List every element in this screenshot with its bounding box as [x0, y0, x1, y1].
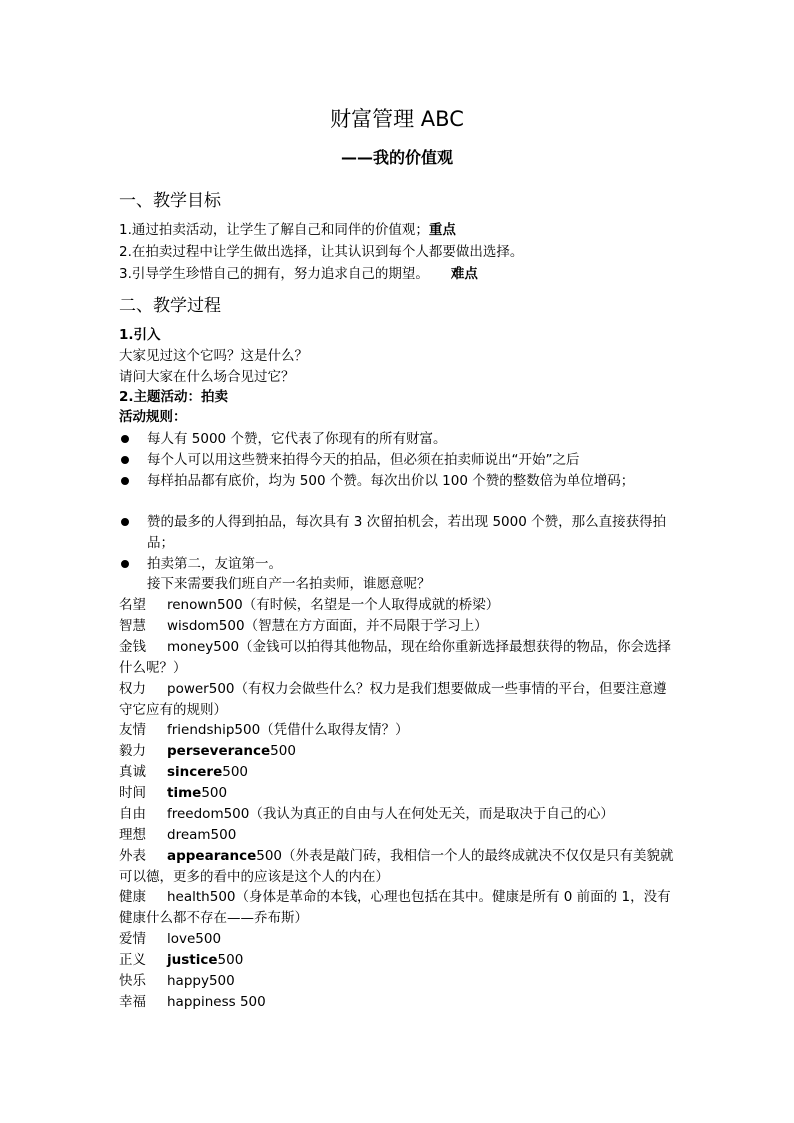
auction-item: 爱情 love500 — [119, 931, 222, 947]
bullet-icon — [119, 512, 135, 533]
section-heading-goals: 一、教学目标 — [119, 191, 221, 211]
doc-title: 财富管理 ABC — [330, 107, 464, 131]
bullet-icon — [119, 429, 135, 450]
auction-item: 健康 health500（身体是革命的本钱，心理也包括在其中。健康是所有 0 前面的 1，没有健康什么都不存在——乔布斯） — [119, 889, 671, 926]
auction-item: 正义 justice500 — [119, 952, 244, 968]
intro-line: 请问大家在什么场合见过它？ — [119, 369, 295, 385]
rule-item: 每个人可以用这些赞来拍得今天的拍品，但必须在拍卖师说出“开始”之后 — [119, 450, 679, 471]
auction-item: 友情 friendship500（凭借什么取得友情？） — [119, 722, 409, 738]
rule-item: 每样拍品都有底价，均为 500 个赞。每次出价以 100 个赞的整数倍为单位增码； — [119, 471, 679, 492]
goal-line: 1.通过拍卖活动，让学生了解自己和同伴的价值观；重点 — [119, 222, 456, 238]
auction-item: 智慧 wisdom500（智慧在方方面面，并不局限于学习上） — [119, 618, 488, 634]
auction-item: 外表 appearance500（外表是敲门砖，我相信一个人的最终成就决不仅仅是只有美貌就可以德，更多的看中的应该是这个人的内在） — [119, 848, 674, 885]
auction-item: 理想 dream500 — [119, 827, 237, 843]
rule-item: 拍卖第二，友谊第一。 — [119, 554, 679, 575]
auction-item: 毅力 perseverance500 — [119, 743, 296, 759]
auction-item: 金钱 money500（金钱可以拍得其他物品，现在给你重新选择最想获得的物品，你会选择什么呢？） — [119, 639, 672, 676]
section-heading-process: 二、教学过程 — [119, 296, 221, 316]
doc-subtitle: ——我的价值观 — [340, 148, 453, 167]
rule-item: 赞的最多的人得到拍品，每次具有 3 次留拍机会，若出现 5000 个赞，那么直接获得拍品； — [119, 512, 679, 553]
auction-item: 权力 power500（有权力会做些什么？权力是我们想要做成一些事情的平台，但要注意遵守它应有的规则） — [119, 681, 667, 718]
goal-line: 3.引导学生珍惜自己的拥有，努力追求自己的期望。 难点 — [119, 266, 478, 282]
intro-line: 大家见过这个它吗？这是什么？ — [119, 348, 308, 364]
auction-item: 真诚 sincere500 — [119, 764, 249, 780]
intro-heading: 1.引入 — [119, 327, 161, 343]
rule-item: 每人有 5000 个赞，它代表了你现有的所有财富。 — [119, 429, 679, 450]
auction-item: 名望 renown500（有时候，名望是一个人取得成就的桥梁） — [119, 597, 500, 613]
bullet-icon — [119, 450, 135, 471]
bullet-icon — [119, 554, 135, 575]
rules-heading: 活动规则： — [119, 409, 187, 425]
activity-heading: 2.主题活动：拍卖 — [119, 389, 229, 405]
bullet-icon — [119, 471, 135, 492]
auctioneer-line: 接下来需要我们班自产一名拍卖师，谁愿意呢？ — [147, 576, 431, 592]
auction-item: 幸福 happiness 500 — [119, 994, 266, 1010]
auction-item: 自由 freedom500（我认为真正的自由与人在何处无关，而是取决于自己的心） — [119, 806, 614, 822]
auction-item: 时间 time500 — [119, 785, 228, 801]
auction-item: 快乐 happy500 — [119, 973, 235, 989]
goal-line: 2.在拍卖过程中让学生做出选择，让其认识到每个人都要做出选择。 — [119, 244, 524, 260]
